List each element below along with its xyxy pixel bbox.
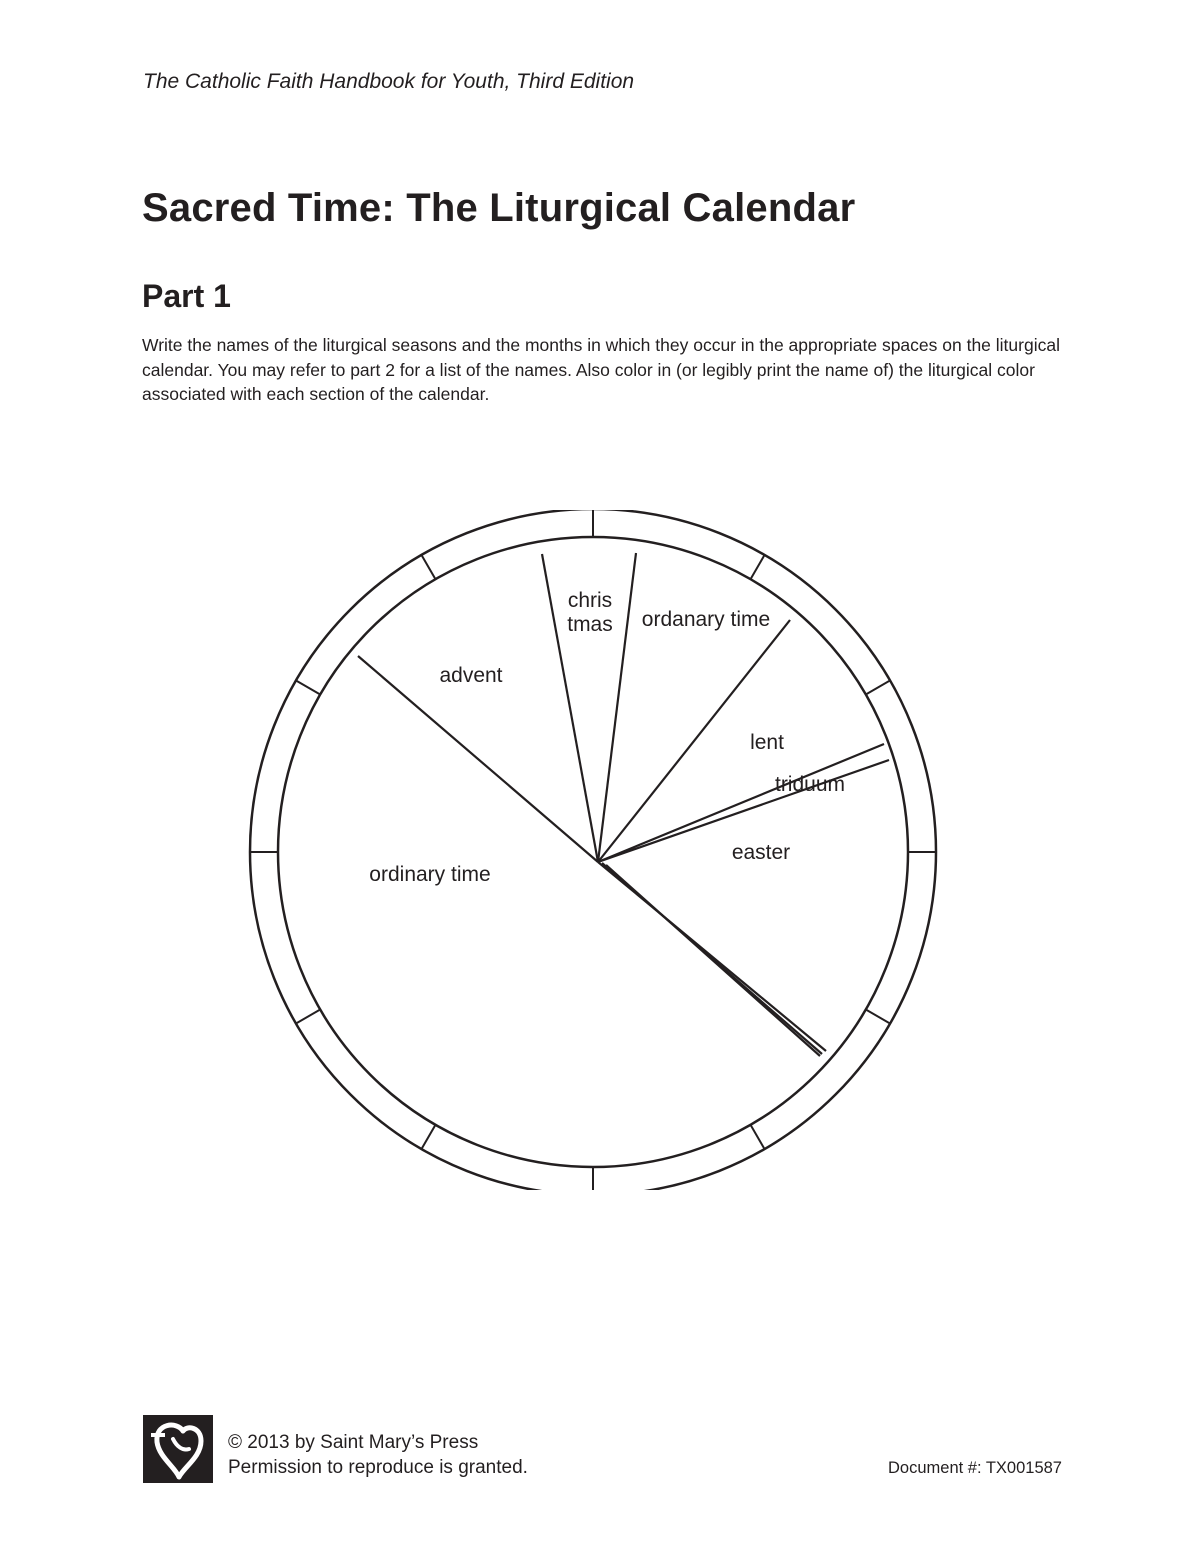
- document-number: Document #: TX001587: [888, 1459, 1062, 1477]
- saint-marys-press-heart-logo-icon: [143, 1415, 213, 1483]
- month-ring-divider: [296, 681, 320, 695]
- season-label-triduum: triduum: [774, 773, 846, 796]
- instructions-text: Write the names of the liturgical seasons and the months in which they occur in the appropriate spaces on the liturgical calendar. You may refer to part 2 for a list of the names. Also color in (or legibly print the name of) the liturgical color associated with each section of the calendar.: [142, 335, 1060, 404]
- season-dividers: [358, 553, 889, 1056]
- permission-line: Permission to reproduce is granted.: [228, 1457, 528, 1478]
- month-ring-divider: [422, 1125, 436, 1149]
- month-ring-divider: [422, 555, 436, 579]
- month-ring-divider: [751, 555, 765, 579]
- season-label-ordinary-time-1: ordanary time: [641, 608, 771, 631]
- liturgical-calendar-wheel: [240, 510, 950, 1190]
- wheel-outer-ring: [250, 510, 936, 1190]
- month-ring-divider: [866, 681, 890, 695]
- page-title: Sacred Time: The Liturgical Calendar: [142, 186, 856, 230]
- book-title: The Catholic Faith Handbook for Youth, Third Edition: [143, 70, 635, 93]
- season-label-ordinary-time-2: ordinary time: [369, 863, 491, 886]
- season-label-lent: lent: [750, 731, 784, 754]
- season-label-christmas-line1: chris: [567, 589, 613, 612]
- month-ring-divider: [296, 1010, 320, 1024]
- season-label-advent: advent: [439, 664, 503, 687]
- part-heading: Part 1: [142, 278, 231, 314]
- season-label-christmas-line2: tmas: [567, 613, 613, 636]
- divider-easter-ordinary-c: [606, 865, 820, 1056]
- season-label-easter: easter: [731, 841, 791, 864]
- month-ring-divider: [866, 1010, 890, 1024]
- copyright-block: [228, 1430, 528, 1480]
- copyright-line: © 2013 by Saint Mary’s Press: [228, 1432, 479, 1453]
- month-ring-divider: [751, 1125, 765, 1149]
- month-ring-dividers: [250, 510, 936, 1190]
